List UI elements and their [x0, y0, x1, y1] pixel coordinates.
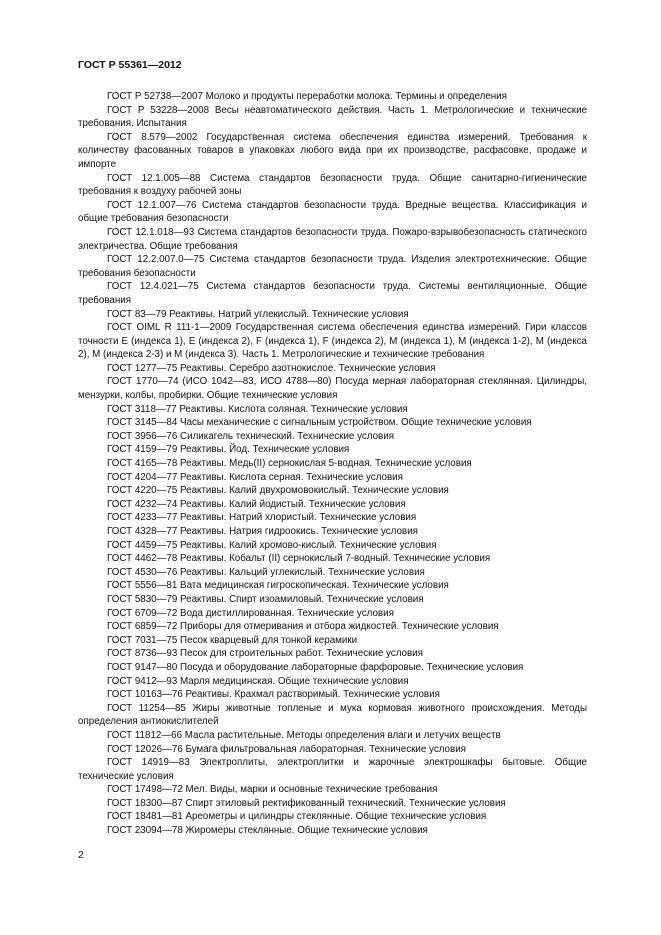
reference-item: ГОСТ 9147—80 Посуда и оборудование лабораторные фарфоровые. Технические условия — [107, 661, 524, 673]
reference-item: ГОСТ 5556—81 Вата медицинская гигроскопическая. Технические условия — [107, 580, 449, 592]
reference-item: ГОСТ 14919—83 Электроплиты, электроплитки и жарочные электрошкафы бытовые. Общие технические условия — [78, 757, 587, 782]
reference-item: ГОСТ 3956—76 Силикагель технический. Технические условия — [107, 430, 395, 442]
reference-item: ГОСТ OIML R 111-1—2009 Государственная система обеспечения единства измерений. Гири классов точности Е (индекса 1), Е (индекса 2), F (индекса 1), F (индекса 2), M (индекса 1), M (индекса 1-2), M (индекса 2), M (индекса 2-3) и M (индекса 3). Часть 1. Метрологические и технические требования — [78, 322, 587, 361]
reference-item: ГОСТ 11812—66 Масла растительные. Методы определения влаги и летучих веществ — [107, 729, 501, 741]
reference-item: ГОСТ 4232—74 Реактивы. Калий йодистый. Технические условия — [107, 498, 406, 510]
reference-item: ГОСТ 4459—75 Реактивы. Калий хромово-кислый. Технические условия — [107, 539, 437, 551]
reference-item: ГОСТ 10163—76 Реактивы. Крахмал растворимый. Технические условия — [107, 689, 440, 701]
reference-item: ГОСТ 18481—81 Ареометры и цилиндры стеклянные. Общие технические условия — [107, 811, 487, 823]
document-header: ГОСТ Р 55361—2012 — [78, 59, 182, 71]
reference-item: ГОСТ 1770—74 (ИСО 1042—83, ИСО 4788—80) Посуда мерная лабораторная стеклянная. Цилиндры, мензурки, колбы, пробирки. Общие технические условия — [78, 376, 587, 402]
reference-item: ГОСТ 3118—77 Реактивы. Кислота соляная. Технические условия — [107, 403, 408, 415]
reference-item: ГОСТ 12.2.007.0—75 Система стандартов безопасности труда. Изделия электротехнические. Общие требования безопасности — [78, 254, 587, 279]
reference-item: ГОСТ 6859—72 Приборы для отмеривания и отбора жидкостей. Технические условия — [107, 621, 499, 633]
reference-item: ГОСТ 4328—77 Реактивы. Натрия гидроокись. Технические условия — [107, 526, 418, 537]
reference-item: ГОСТ 9412—93 Марля медицинская. Общие технические условия — [107, 675, 409, 687]
reference-item: ГОСТ 6709—72 Вода дистиллированная. Технические условия — [107, 607, 394, 619]
reference-item: ГОСТ 1277—75 Реактивы. Серебро азотнокислое. Технические условия — [107, 362, 436, 374]
reference-item: ГОСТ 4204—77 Реактивы. Кислота серная. Технические условия — [107, 471, 403, 483]
reference-item: ГОСТ 4233—77 Реактивы. Натрий хлористый. Технические условия — [107, 512, 417, 524]
reference-item: ГОСТ 83—79 Реактивы. Натрий углекислый. Технические условия — [107, 308, 409, 320]
reference-item: ГОСТ 3145—84 Часы механические с сигнальным устройством. Общие технические условия — [107, 417, 532, 429]
reference-item: ГОСТ 4165—78 Реактивы. Медь(II) сернокислая 5-водная. Технические условия — [107, 458, 472, 470]
reference-item: ГОСТ 4530—76 Реактивы. Кальций углекислый. Технические условия — [107, 566, 425, 578]
reference-item: ГОСТ 5830—79 Реактивы. Спирт изоамиловый. Технические условия — [107, 593, 424, 605]
page-number: 2 — [78, 849, 84, 861]
reference-item: ГОСТ 12.1.018—93 Система стандартов безопасности труда. Пожаро-взрывобезопасность статического электричества. Общие требования — [78, 226, 587, 252]
reference-item: ГОСТ 4220—75 Реактивы. Калий двухромовокислый. Технические условия — [107, 485, 449, 497]
reference-item: ГОСТ 7031—75 Песок кварцевый для тонкой керамики — [107, 634, 358, 646]
reference-item: ГОСТ 4462—78 Реактивы. Кобальт (II) сернокислый 7-водный. Технические условия — [107, 553, 491, 565]
reference-item: ГОСТ 12.1.005—88 Система стандартов безопасности труда. Общие санитарно-гигиенические требования к воздуху рабочей зоны — [78, 172, 587, 198]
reference-item: ГОСТ 8.579—2002 Государственная система обеспечения единства измерений. Требования к количеству фасованных товаров в упаковках любого вида при их производстве, расфасовке, продаже и импорте — [78, 131, 587, 170]
normative-references-list — [78, 90, 587, 838]
reference-item: ГОСТ 18300—87 Спирт этиловый ректификованный технический. Технические условия — [107, 797, 506, 809]
reference-item: ГОСТ Р 52738—2007 Молоко и продукты переработки молока. Термины и определения — [107, 91, 507, 102]
reference-item: ГОСТ 12.4.021—75 Система стандартов безопасности труда. Системы вентиляционные. Общие требования — [78, 281, 587, 306]
reference-item: ГОСТ 23094—78 Жиромеры стеклянные. Общие технические условия — [107, 825, 428, 837]
reference-item: ГОСТ 8736—93 Песок для строительных работ. Технические условия — [107, 648, 423, 660]
reference-item: ГОСТ Р 53228—2008 Весы неавтоматического действия. Часть 1. Метрологические и технические требования. Испытания — [78, 104, 587, 130]
reference-item: ГОСТ 4159—79 Реактивы. Йод. Технические условия — [107, 444, 350, 456]
reference-item: ГОСТ 17498—72 Мел. Виды, марки и основные технические требования — [107, 784, 438, 796]
reference-item: ГОСТ 11254—85 Жиры животные топленые и мука кормовая животного происхождения. Методы определения антиокислителей — [78, 702, 587, 728]
reference-item: ГОСТ 12026—76 Бумага фильтровальная лабораторная. Технические условия — [107, 743, 466, 755]
reference-item: ГОСТ 12.1.007—76 Система стандартов безопасности труда. Вредные вещества. Классификация и общие требования безопасности — [78, 199, 587, 225]
